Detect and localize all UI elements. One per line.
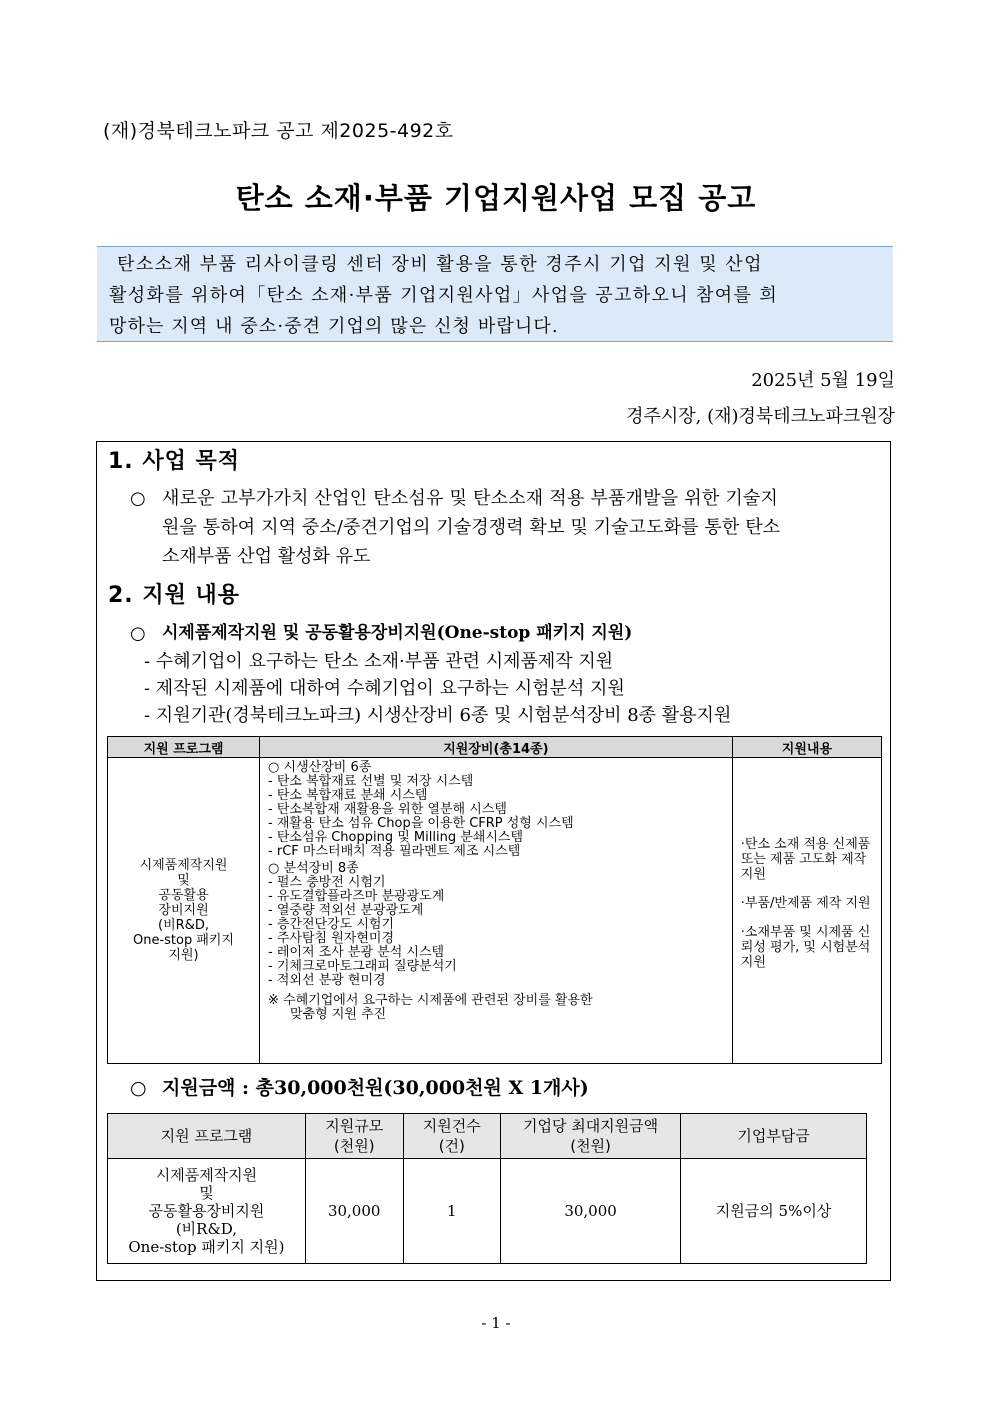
- dash-item: - 지원기관(경북테크노파크) 시생산장비 6종 및 시험분석장비 8종 활용지원: [144, 705, 732, 726]
- production-head: ○ 시생산장비 6종: [268, 760, 372, 775]
- program-line: 시제품제작지원: [139, 858, 228, 873]
- header-line: 기업당 최대지원금액: [522, 1117, 659, 1135]
- equipment-cell: [260, 758, 733, 1064]
- program-line: One-stop 패키지: [133, 933, 235, 948]
- note-line: 맞춤형 지원 추진: [290, 1007, 387, 1022]
- program-line: 시제품제작지원: [155, 1166, 258, 1184]
- program-line: 및: [199, 1184, 214, 1202]
- amount-table: [107, 1113, 867, 1264]
- table-header: [501, 1114, 681, 1159]
- notice-date: 2025년 5월 19일: [751, 370, 895, 391]
- equipment-item: - 재활용 탄소 섬유 Chop을 이용한 CFRP 성형 시스템: [268, 816, 574, 831]
- section-1-body: [162, 484, 882, 571]
- table-row: [108, 758, 882, 1064]
- intro-line: 망하는 지역 내 중소·중견 기업의 많은 신청 바랍니다.: [109, 316, 559, 337]
- support-item: ·소재부품 및 시제품 신뢰성 평가, 및 시험분석 지원: [740, 925, 871, 970]
- program-line: 장비지원: [158, 903, 209, 918]
- header-line: 기업부담금: [737, 1127, 810, 1145]
- section-2-dash-list: [144, 648, 731, 729]
- notice-number: (재)경북테크노파크 공고 제2025-492호: [103, 120, 454, 142]
- table-header: 지원장비(총14종): [260, 737, 733, 758]
- equipment-item: - 레이저 조사 분광 분석 시스템: [268, 945, 445, 960]
- table-row: [108, 1159, 867, 1264]
- table-header: [108, 1114, 306, 1159]
- page-number: - 1 -: [481, 1314, 511, 1332]
- equipment-item: - 기체크로마토그래피 질량분석기: [268, 959, 457, 974]
- header-line: (천원): [570, 1137, 611, 1155]
- program-line: (비R&D,: [158, 918, 209, 933]
- amount-text: 지원금액 : 총30,000천원(30,000천원 X 1개사): [162, 1077, 589, 1099]
- program-line: (비R&D,: [175, 1220, 238, 1238]
- equipment-item: - 펄스 충방전 시험기: [268, 875, 386, 890]
- section-1-line: 소재부품 산업 활성화 유도: [162, 546, 371, 567]
- program-line: 지원): [168, 948, 199, 963]
- table-header: [681, 1114, 867, 1159]
- section-2-title: 2. 지원 내용: [108, 583, 240, 608]
- table-header-row: [108, 737, 882, 758]
- header-line: 지원 프로그램: [160, 1127, 253, 1145]
- program-line: 공동활용: [158, 888, 209, 903]
- equipment-item: - 탄소섬유 Chopping 및 Milling 분쇄시스템: [268, 830, 524, 845]
- equipment-item: - rCF 마스터배치 적용 필라멘트 제조 시스템: [268, 844, 521, 859]
- table-header: [403, 1114, 500, 1159]
- support-item: ·부품/반제품 제작 지원: [740, 896, 871, 911]
- equipment-item: - 탄소복합재 재활용을 위한 열분해 시스템: [268, 802, 507, 817]
- program-line: One-stop 패키지 지원): [128, 1238, 285, 1256]
- count-cell: 1: [403, 1159, 500, 1264]
- intro-box: [97, 246, 893, 342]
- analysis-head: ○ 분석장비 8종: [268, 861, 359, 876]
- section-1-line: 새로운 고부가가치 산업인 탄소섬유 및 탄소소재 적용 부품개발을 위한 기술지: [162, 488, 779, 509]
- equipment-item: - 열중량 적외선 분광광도계: [268, 903, 424, 918]
- program-cell: [108, 1159, 306, 1264]
- header-line: 지원규모: [325, 1117, 384, 1135]
- header-line: (천원): [333, 1137, 375, 1155]
- table-header: 지원 프로그램: [108, 737, 260, 758]
- page-title: 탄소 소재·부품 기업지원사업 모집 공고: [235, 181, 757, 215]
- header-line: 지원건수: [422, 1117, 481, 1135]
- equipment-item: - 층간전단강도 시험기: [268, 917, 395, 932]
- table-header: [305, 1114, 403, 1159]
- equipment-item: - 주사탐침 원자현미경: [268, 931, 395, 946]
- section-2-subtitle: 시제품제작지원 및 공동활용장비지원(One-stop 패키지 지원): [162, 623, 633, 643]
- burden-cell: 지원금의 5%이상: [681, 1159, 867, 1264]
- equipment-item: - 적외선 분광 현미경: [268, 973, 386, 988]
- intro-line: 탄소소재 부품 리사이클링 센터 장비 활용을 통한 경주시 기업 지원 및 산업: [117, 254, 764, 275]
- amount-bullet: ○: [130, 1077, 147, 1099]
- table-header-row: [108, 1114, 867, 1159]
- max-amount-cell: 30,000: [501, 1159, 681, 1264]
- section-1-line: 원을 통하여 지역 중소/중견기업의 기술경쟁력 확보 및 기술고도화를 통한 탄소: [162, 517, 781, 538]
- section-1-title: 1. 사업 목적: [108, 449, 240, 474]
- program-line: 및: [177, 873, 190, 888]
- signer: 경주시장, (재)경북테크노파크원장: [626, 406, 895, 427]
- scale-cell: 30,000: [305, 1159, 403, 1264]
- header-line: (건): [438, 1137, 465, 1155]
- table-header: 지원내용: [732, 737, 881, 758]
- equipment-item: - 유도결합플라즈마 분광광도계: [268, 889, 445, 904]
- equipment-table: [107, 736, 882, 1064]
- program-cell: [108, 758, 260, 1064]
- dash-item: - 제작된 시제품에 대하여 수혜기업이 요구하는 시험분석 지원: [144, 678, 625, 699]
- section-1-bullet: ○: [130, 488, 146, 509]
- section-2-bullet: ○: [130, 623, 146, 644]
- equipment-item: - 탄소 복합재료 선별 및 저장 시스템: [268, 774, 474, 789]
- program-line: 공동활용장비지원: [148, 1202, 265, 1220]
- support-item: ·탄소 소재 적용 신제품 또는 제품 고도화 제작 지원: [740, 837, 871, 882]
- note-line: ※ 수혜기업에서 요구하는 시제품에 관련된 장비를 활용한: [268, 993, 593, 1008]
- intro-line: 활성화를 위하여「탄소 소재·부품 기업지원사업」사업을 공고하오니 참여를 희: [109, 285, 779, 306]
- dash-item: - 수혜기업이 요구하는 탄소 소재·부품 관련 시제품제작 지원: [144, 651, 614, 672]
- support-cell: [732, 758, 881, 1064]
- equipment-item: - 탄소 복합재료 분쇄 시스템: [268, 788, 428, 803]
